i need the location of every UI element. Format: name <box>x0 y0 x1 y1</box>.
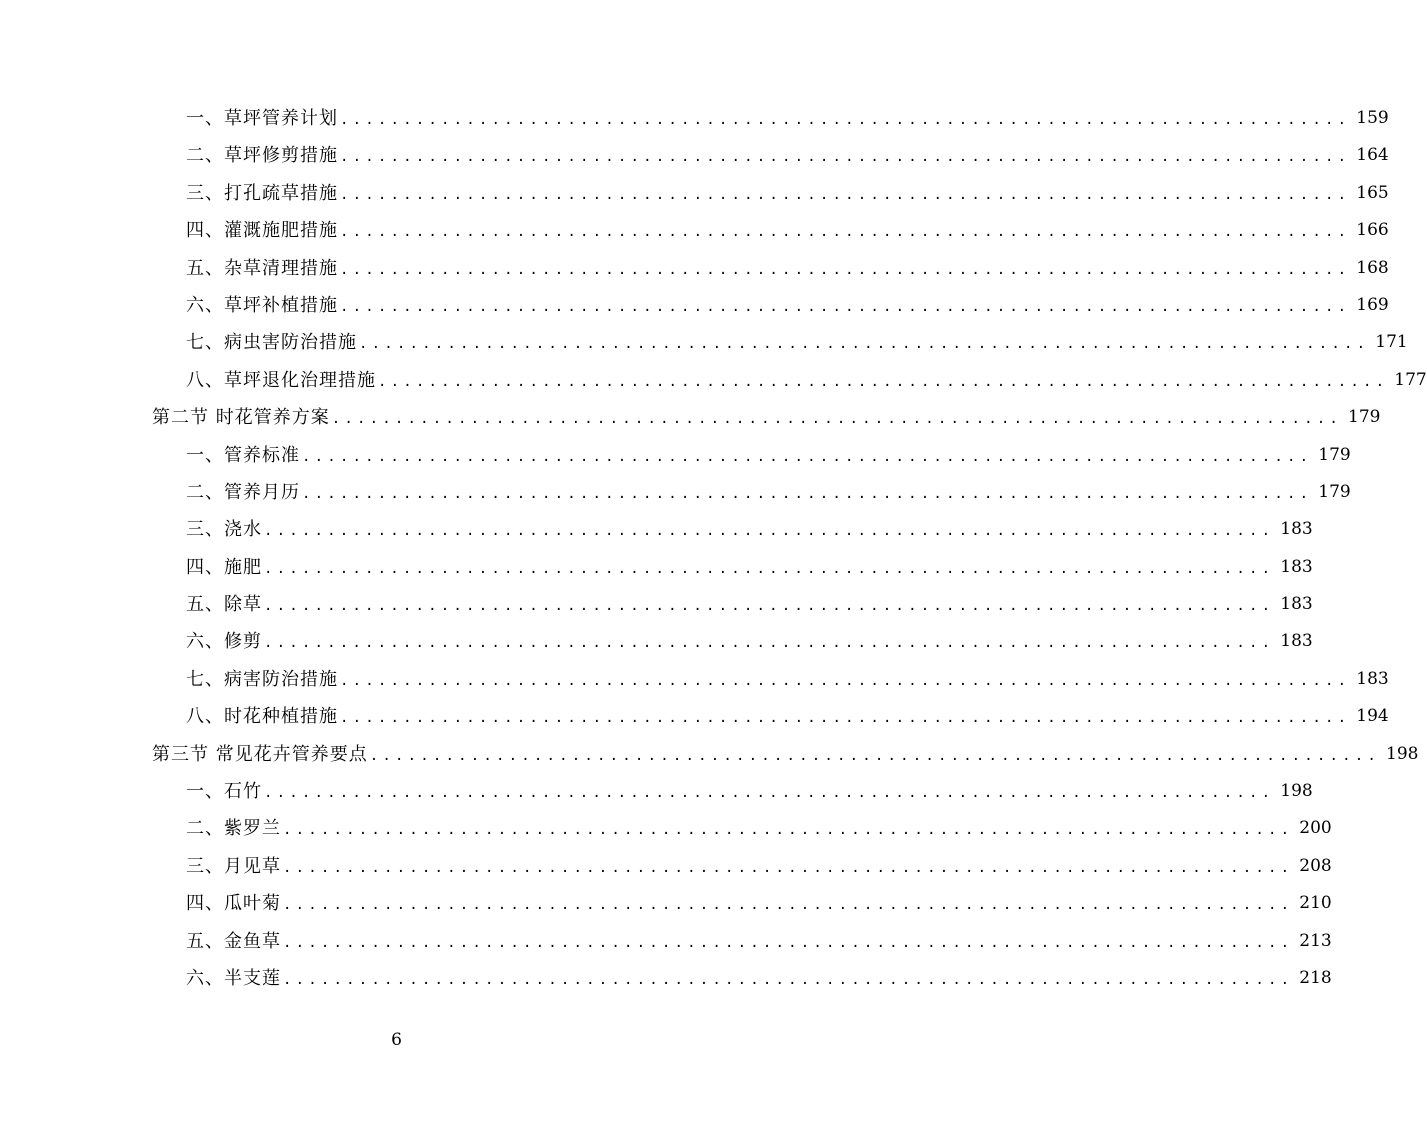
toc-entry-title: 五、杂草清理措施 <box>186 257 338 279</box>
toc-entry-page: 194 <box>1356 706 1389 727</box>
toc-entry-page: 218 <box>1299 967 1332 988</box>
toc-entry[interactable] <box>0 137 1389 174</box>
toc-dot-leader: ................................................................................ <box>331 411 1343 428</box>
toc-dot-leader: ................................................................................ <box>264 785 1275 802</box>
toc-dot-leader: ................................................................................ <box>264 598 1275 615</box>
toc-entry-title: 三、浇水 <box>186 519 262 541</box>
toc-dot-leader: ................................................................................ <box>283 822 1294 839</box>
toc-entry-title: 四、施肥 <box>186 556 262 578</box>
toc-entry[interactable] <box>0 698 1389 735</box>
toc-dot-leader: ................................................................................ <box>359 336 1370 353</box>
toc-entry-page: 183 <box>1280 556 1313 577</box>
toc-entry-page: 164 <box>1356 145 1389 166</box>
toc-entry-page: 200 <box>1299 818 1332 839</box>
toc-dot-leader: ................................................................................ <box>264 560 1275 577</box>
toc-entry-title: 第二节 时花管养方案 <box>152 407 330 429</box>
toc-entry-title: 八、草坪退化治理措施 <box>186 369 376 391</box>
toc-dot-leader: ................................................................................ <box>378 373 1389 390</box>
toc-entry-title: 四、瓜叶菊 <box>186 893 281 915</box>
toc-entry-title: 五、除草 <box>186 594 262 616</box>
toc-entry-page: 208 <box>1299 855 1332 876</box>
toc-entry-title: 六、修剪 <box>186 631 262 653</box>
toc-entry-page: 168 <box>1356 257 1389 278</box>
toc-entry[interactable] <box>0 362 1427 399</box>
toc-section-entry[interactable] <box>0 736 1419 773</box>
toc-dot-leader: ................................................................................ <box>340 298 1351 315</box>
toc-entry[interactable] <box>0 212 1389 249</box>
toc-entry-title: 八、时花种植措施 <box>186 706 338 728</box>
toc-entry-page: 165 <box>1356 182 1389 203</box>
toc-entry[interactable] <box>0 437 1351 474</box>
toc-entry[interactable] <box>0 923 1332 960</box>
toc-entry-title: 二、管养月历 <box>186 481 300 503</box>
toc-entry-page: 183 <box>1280 519 1313 540</box>
toc-entry-page: 210 <box>1299 893 1332 914</box>
toc-entry-page: 166 <box>1356 220 1389 241</box>
toc-entry[interactable] <box>0 474 1351 511</box>
toc-entry-page: 177 <box>1394 369 1427 390</box>
toc-entry-title: 一、石竹 <box>186 781 262 803</box>
toc-entry-title: 二、草坪修剪措施 <box>186 145 338 167</box>
toc-entry-page: 183 <box>1280 631 1313 652</box>
toc-entry-title: 六、草坪补植措施 <box>186 294 338 316</box>
toc-entry[interactable] <box>0 810 1332 847</box>
toc-entry[interactable] <box>0 661 1389 698</box>
toc-dot-leader: ................................................................................ <box>302 485 1313 502</box>
toc-entry[interactable] <box>0 586 1313 623</box>
toc-dot-leader: ................................................................................ <box>340 261 1351 278</box>
toc-entry-page: 179 <box>1318 481 1351 502</box>
toc-entry-title: 一、草坪管养计划 <box>186 108 338 129</box>
toc-dot-leader: ................................................................................ <box>264 635 1275 652</box>
toc-dot-leader: ................................................................................ <box>340 149 1351 166</box>
toc-entry[interactable] <box>0 773 1313 810</box>
toc-dot-leader: ................................................................................ <box>283 897 1294 914</box>
toc-entry-page: 179 <box>1318 444 1351 465</box>
toc-entry-title: 二、紫罗兰 <box>186 818 281 840</box>
toc-entry-page: 169 <box>1356 294 1389 315</box>
toc-entry[interactable] <box>0 175 1389 212</box>
toc-entry-title: 五、金鱼草 <box>186 930 281 952</box>
toc-section-entry[interactable] <box>0 399 1381 436</box>
toc-dot-leader: ................................................................................ <box>283 934 1294 951</box>
toc-entry[interactable] <box>0 885 1332 922</box>
toc-entry[interactable] <box>0 511 1313 548</box>
toc-entry-title: 六、半支莲 <box>186 967 281 989</box>
toc-dot-leader: ................................................................................ <box>264 523 1275 540</box>
toc-entry-page: 198 <box>1386 743 1419 764</box>
toc-dot-leader: ................................................................................ <box>283 971 1294 988</box>
toc-entry-page: 171 <box>1375 332 1408 353</box>
toc-dot-leader: ................................................................................ <box>340 186 1351 203</box>
toc-dot-leader: ................................................................................ <box>283 859 1294 876</box>
toc-entry[interactable] <box>0 287 1389 324</box>
toc-entry[interactable] <box>0 250 1389 287</box>
toc-entry-title: 第三节 常见花卉管养要点 <box>152 743 368 765</box>
toc-dot-leader: ................................................................................ <box>369 747 1381 764</box>
table-of-contents <box>0 100 1427 997</box>
toc-entry-title: 七、病虫害防治措施 <box>186 332 357 354</box>
toc-dot-leader: ................................................................................ <box>340 710 1351 727</box>
toc-dot-leader: ................................................................................ <box>340 224 1351 241</box>
toc-entry-page: 183 <box>1280 594 1313 615</box>
toc-entry-page: 183 <box>1356 668 1389 689</box>
toc-entry[interactable] <box>0 549 1313 586</box>
toc-entry[interactable] <box>0 324 1408 361</box>
toc-entry-page: 198 <box>1280 781 1313 802</box>
toc-entry[interactable] <box>0 100 1389 137</box>
toc-entry-page: 179 <box>1348 407 1381 428</box>
toc-entry-title: 三、打孔疏草措施 <box>186 182 338 204</box>
toc-entry-title: 一、管养标准 <box>186 444 300 466</box>
toc-entry-title: 四、灌溉施肥措施 <box>186 220 338 242</box>
toc-entry-page: 213 <box>1299 930 1332 951</box>
toc-entry[interactable] <box>0 960 1332 997</box>
page-number: 6 <box>391 1030 402 1050</box>
toc-entry-title: 七、病害防治措施 <box>186 668 338 690</box>
toc-entry-page: 159 <box>1356 108 1389 128</box>
toc-dot-leader: ................................................................................ <box>340 112 1351 128</box>
toc-entry[interactable] <box>0 623 1313 660</box>
toc-dot-leader: ................................................................................ <box>302 448 1313 465</box>
toc-entry[interactable] <box>0 848 1332 885</box>
toc-entry-title: 三、月见草 <box>186 855 281 877</box>
toc-dot-leader: ................................................................................ <box>340 672 1351 689</box>
